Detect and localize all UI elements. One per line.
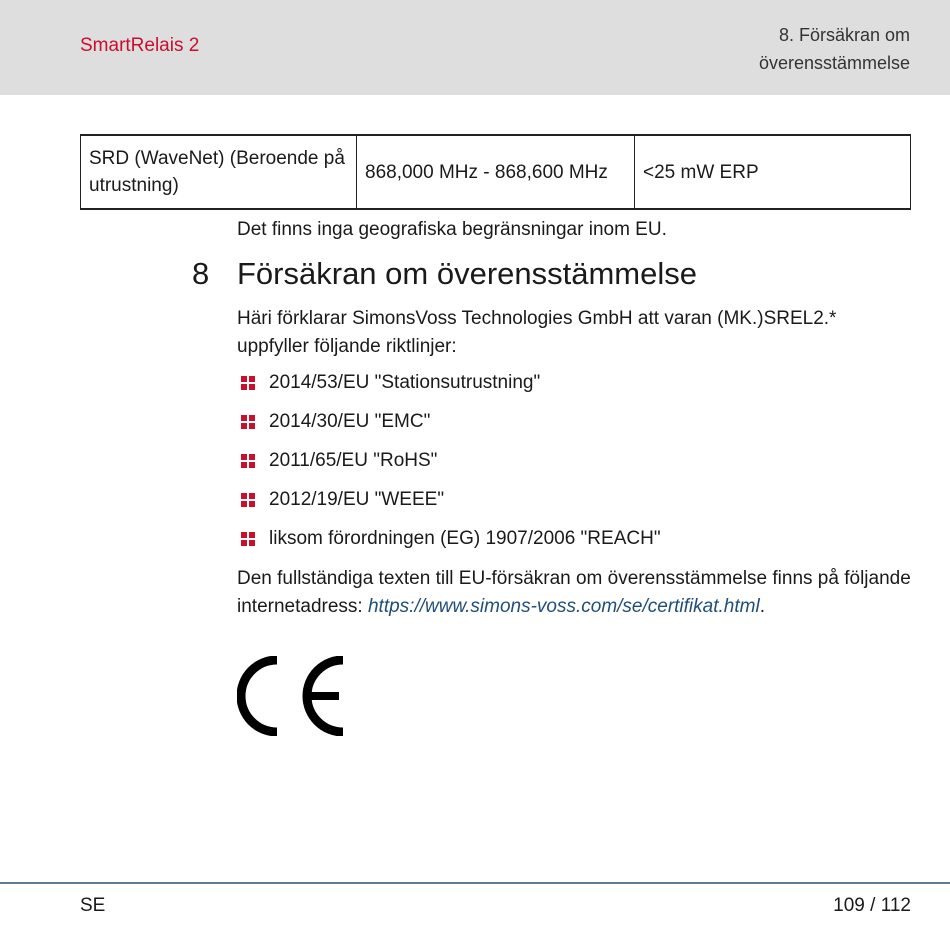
list-item: 2012/19/EU "WEEE": [241, 489, 444, 511]
brand-title: SmartRelais 2: [80, 35, 200, 56]
list-item: 2014/53/EU "Stationsutrustning": [241, 372, 540, 394]
table-cell: <25 mW ERP: [635, 135, 911, 209]
frequency-table: [80, 134, 911, 210]
list-item: 2014/30/EU "EMC": [241, 411, 430, 433]
fulltext-paragraph: Den fullständiga texten till EU-försäkran om överensstämmelse finns på följande internetadress: https://www.simons-voss.com/se/certifikat.html.: [237, 568, 911, 617]
geo-note: Det finns inga geografiska begränsningar inom EU.: [237, 219, 667, 240]
bullet-icon: [241, 532, 255, 546]
section-heading: 8 Försäkran om överensstämmelse: [192, 256, 697, 291]
bullet-icon: [241, 454, 255, 468]
page-header: [0, 0, 950, 95]
ce-mark-icon: [237, 656, 347, 736]
table-cell: SRD (WaveNet) (Beroende på utrustning): [81, 135, 357, 209]
bullet-icon: [241, 415, 255, 429]
intro-text: Häri förklarar SimonsVoss Technologies GmbH att varan (MK.)SREL2.* uppfyller följande riktlinjer:: [237, 308, 837, 357]
bullet-icon: [241, 376, 255, 390]
page-number: 109 / 112: [833, 895, 911, 916]
table-cell: 868,000 MHz - 868,600 MHz: [357, 135, 635, 209]
table-row: [81, 135, 911, 209]
list-item: 2011/65/EU "RoHS": [241, 450, 437, 472]
certificate-link[interactable]: https://www.simons-voss.com/se/certifikat.html: [367, 596, 760, 617]
footer-language: SE: [80, 895, 106, 916]
chapter-title: 8. Försäkran om överensstämmelse: [758, 25, 910, 73]
bullet-icon: [241, 493, 255, 507]
footer-divider: [0, 882, 950, 884]
list-item: liksom förordningen (EG) 1907/2006 "REACH": [241, 528, 661, 550]
